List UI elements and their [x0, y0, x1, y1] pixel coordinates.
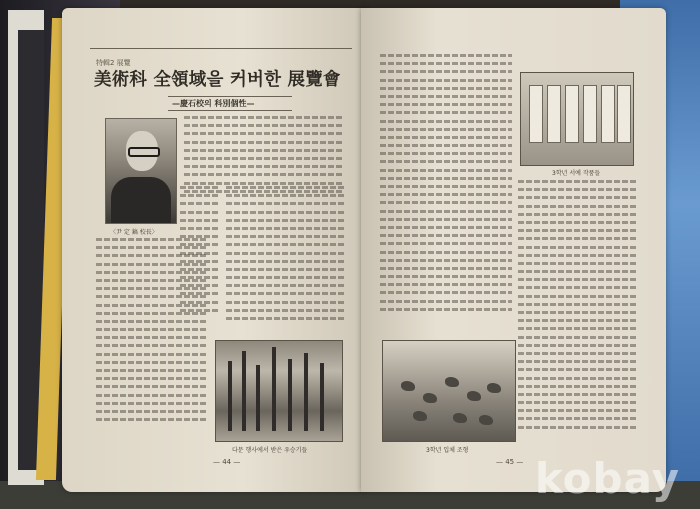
- left-column-text-2: [96, 238, 206, 438]
- left-page-number: — 44 —: [213, 458, 241, 466]
- trophy-flags-photo: [215, 340, 343, 442]
- trophy-photo-caption: 다문 행사에서 받은 우승기들: [232, 447, 308, 454]
- top-rule: [90, 48, 352, 49]
- sculpture-works-photo: [382, 340, 516, 442]
- calligraphy-photo-caption: 3학년 서예 작품들: [552, 170, 601, 177]
- article-headline: 美術科 全領域을 커버한 展覽會: [94, 70, 341, 90]
- right-column-text-2: [518, 180, 638, 442]
- sculpture-photo-caption: 3학년 입체 조형: [426, 447, 469, 454]
- principal-portrait: [105, 118, 177, 224]
- subline-rule-bottom: [168, 110, 292, 111]
- calligraphy-works-photo: [520, 72, 634, 166]
- article-subline: —慶石校의 科別個性—: [172, 99, 255, 108]
- watermark-logo: kobay: [534, 454, 680, 503]
- left-column-text-3: [226, 186, 344, 334]
- subline-rule-top: [168, 96, 292, 97]
- right-page-number: — 45 —: [496, 458, 524, 466]
- right-column-text-1: [380, 54, 512, 330]
- section-tag: 特輯2 展覽: [96, 59, 131, 67]
- portrait-caption: 〈尹 定 鎬 校長〉: [110, 229, 158, 236]
